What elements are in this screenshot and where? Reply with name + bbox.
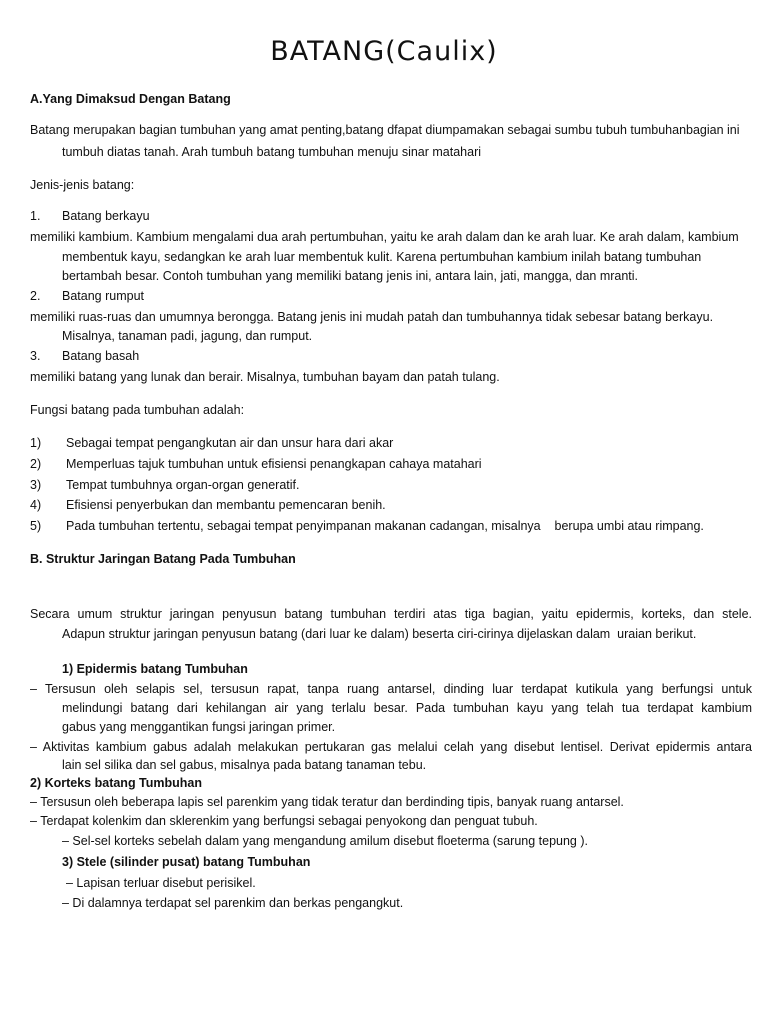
korteks-text-line: – Tersusun oleh beberapa lapis sel parenkim yang tidak teratur dan berdinding tipis, banyak ruang antarsel. — [30, 795, 624, 809]
fungsi-number: 4) — [30, 498, 42, 512]
fungsi-number: 3) — [30, 478, 42, 492]
section-a-intro-line: Batang merupakan bagian tumbuhan yang amat penting,batang dfapat diumpamakan sebagai sumbu tubuh tumbuhanbagian ini — [30, 123, 740, 137]
stele-heading: 3) Stele (silinder pusat) batang Tumbuhan — [62, 855, 311, 869]
fungsi-item: Tempat tumbuhnya organ-organ generatif. — [66, 478, 300, 492]
epidermis-heading: 1) Epidermis batang Tumbuhan — [62, 662, 248, 676]
korteks-heading: 2) Korteks batang Tumbuhan — [30, 776, 203, 790]
korteks-text-line: – Sel-sel korteks sebelah dalam yang mengandung amilum disebut floeterma (sarung tepung ). — [62, 834, 588, 848]
fungsi-number: 1) — [30, 436, 42, 450]
jenis-description-line: Misalnya, tanaman padi, jagung, dan rumput. — [62, 329, 313, 343]
jenis-description-line: memiliki ruas-ruas dan umumnya berongga. Batang jenis ini mudah patah dan tumbuhannya tidak sebesar batang berkayu. — [30, 310, 714, 324]
jenis-batang-label: Jenis-jenis batang: — [30, 178, 135, 192]
fungsi-batang-label: Fungsi batang pada tumbuhan adalah: — [30, 403, 245, 417]
section-b-intro-line: Adapun struktur jaringan penyusun batang (dari luar ke dalam) beserta ciri-cirinya dijelaskan dalam uraian berikut. — [62, 627, 697, 641]
epidermis-text-line: melindungi batang dari kehilangan air yang terlalu besar. Pada tumbuhan kayu yang telah tua terdapat kambium — [62, 701, 752, 715]
jenis-name: Batang berkayu — [62, 209, 150, 223]
jenis-description-line: membentuk kayu, sedangkan ke arah luar membentuk kulit. Karena pertumbuhan kambium inilah batang tumbuhan — [62, 250, 702, 264]
epidermis-text-line: lain sel silika dan sel gabus, misalnya pada batang tanaman tebu. — [62, 758, 427, 772]
jenis-number: 1. — [30, 209, 41, 223]
section-a-intro-line: tumbuh diatas tanah. Arah tumbuh batang tumbuhan menuju sinar matahari — [62, 145, 482, 159]
fungsi-number: 2) — [30, 457, 42, 471]
fungsi-item: Pada tumbuhan tertentu, sebagai tempat penyimpanan makanan cadangan, misalnya berupa umbi atau rimpang. — [66, 519, 704, 533]
section-b-heading: B. Struktur Jaringan Batang Pada Tumbuhan — [30, 552, 296, 566]
jenis-description-line: bertambah besar. Contoh tumbuhan yang memiliki batang jenis ini, antara lain, jati, mangga, dan mranti. — [62, 269, 639, 283]
section-b-intro-line: Secara umum struktur jaringan penyusun batang tumbuhan terdiri atas tiga bagian, yaitu epidermis, korteks, dan stele. — [30, 607, 752, 621]
stele-text-line: – Lapisan terluar disebut perisikel. — [66, 876, 256, 890]
jenis-description-line: memiliki batang yang lunak dan berair. Misalnya, tumbuhan bayam dan patah tulang. — [30, 370, 500, 384]
fungsi-item: Sebagai tempat pengangkutan air dan unsur hara dari akar — [66, 436, 394, 450]
jenis-number: 2. — [30, 289, 41, 303]
fungsi-number: 5) — [30, 519, 42, 533]
jenis-name: Batang basah — [62, 349, 140, 363]
epidermis-text-line: – Tersusun oleh selapis sel, tersusun rapat, tanpa ruang antarsel, dinding luar terdapat kutikula yang berfungsi untuk — [30, 682, 752, 696]
fungsi-item: Efisiensi penyerbukan dan membantu pemencaran benih. — [66, 498, 386, 512]
korteks-text-line: – Terdapat kolenkim dan sklerenkim yang berfungsi sebagai penyokong dan penguat tubuh. — [30, 814, 538, 828]
stele-text-line: – Di dalamnya terdapat sel parenkim dan berkas pengangkut. — [62, 896, 404, 910]
epidermis-text-line: gabus yang menggantikan fungsi jaringan primer. — [62, 720, 336, 734]
jenis-description-line: memiliki kambium. Kambium mengalami dua arah pertumbuhan, yaitu ke arah dalam dan ke arah luar. Ke arah dalam, kambium — [30, 230, 739, 244]
jenis-number: 3. — [30, 349, 41, 363]
page-title: BATANG(Caulix) — [270, 36, 498, 67]
fungsi-item: Memperluas tajuk tumbuhan untuk efisiensi penangkapan cahaya matahari — [66, 457, 482, 471]
section-a-heading: A.Yang Dimaksud Dengan Batang — [30, 92, 231, 106]
jenis-name: Batang rumput — [62, 289, 144, 303]
epidermis-text-line: – Aktivitas kambium gabus adalah melakukan pertukaran gas melalui celah yang disebut lentisel. Derivat epidermis antara — [30, 740, 752, 754]
